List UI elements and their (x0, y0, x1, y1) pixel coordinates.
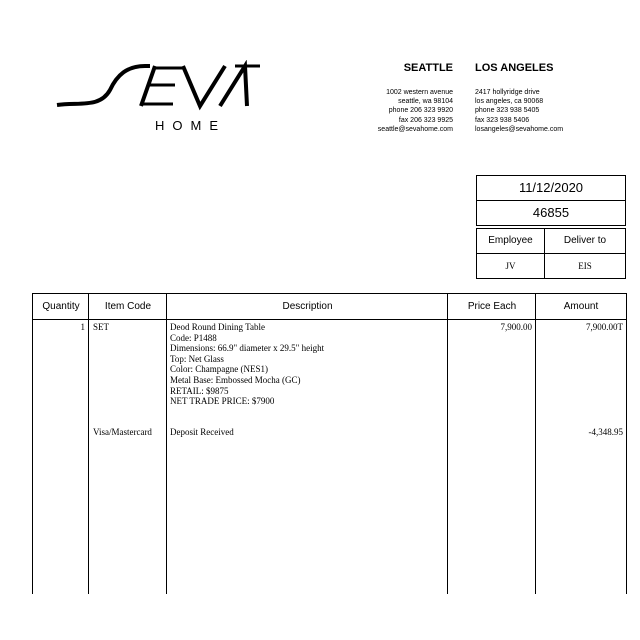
logo-wordmark: HOME (155, 118, 226, 133)
office-seattle (378, 62, 453, 134)
description-line: Color: Champagne (NES1) (170, 364, 268, 375)
office-line: 1002 western avenue (386, 89, 453, 96)
office-line: los angeles, ca 90068 (475, 98, 544, 106)
row-description: Deposit Received (170, 427, 234, 437)
header-amount: Amount (563, 301, 599, 312)
office-line: fax 206 323 9925 (398, 116, 453, 124)
description-line: RETAIL: $9875 (170, 385, 229, 396)
row-price-each: 7,900.00 (500, 322, 532, 332)
staff-box (476, 228, 626, 279)
invoice-meta-box (476, 175, 626, 226)
employee-value: JV (477, 253, 545, 278)
row-amount: -4,348.95 (588, 427, 623, 437)
office-los-angeles (475, 62, 563, 134)
description-line: Dimensions: 66.9" diameter x 29.5" height (170, 343, 325, 354)
column-divider (448, 294, 536, 594)
office-line: seattle, wa 98104 (398, 98, 453, 106)
description-line: Metal Base: Embossed Mocha (GC) (170, 374, 301, 385)
office-city: SEATTLE (403, 62, 453, 74)
office-city: LOS ANGELES (475, 62, 554, 74)
deliver-to-value: EIS (545, 253, 625, 278)
office-line: 2417 hollyridge drive (475, 89, 540, 96)
header-item-code: Item Code (104, 301, 152, 312)
description-line: NET TRADE PRICE: $7900 (170, 396, 275, 407)
deliver-to-header: Deliver to (563, 235, 607, 246)
column-divider (33, 294, 89, 594)
row-quantity: 1 (80, 322, 85, 332)
description-line: Deod Round Dining Table (170, 322, 265, 332)
employee-header: Employee (477, 229, 545, 253)
seva-home-logo (55, 60, 260, 135)
column-divider (89, 294, 167, 594)
row-amount: 7,900.00T (586, 322, 623, 332)
header-quantity: Quantity (42, 301, 80, 312)
line-items-table (32, 293, 627, 594)
office-email: losangeles@sevahome.com (475, 125, 564, 133)
office-line: phone 206 323 9920 (388, 107, 453, 115)
description-line: Code: P1488 (170, 332, 217, 343)
office-email: seattle@sevahome.com (377, 125, 453, 133)
header-price-each: Price Each (467, 301, 517, 312)
office-line: phone 323 938 5405 (475, 107, 540, 115)
invoice-date: 11/12/2020 (518, 180, 584, 195)
office-line: fax 323 938 5406 (475, 116, 530, 124)
row-description (170, 322, 445, 407)
row-item-code: SET (93, 322, 110, 332)
invoice-number: 46855 (477, 200, 625, 225)
row-item-code: Visa/Mastercard (93, 427, 152, 437)
header-description: Description (282, 301, 333, 312)
description-line: Top: Net Glass (170, 353, 224, 364)
